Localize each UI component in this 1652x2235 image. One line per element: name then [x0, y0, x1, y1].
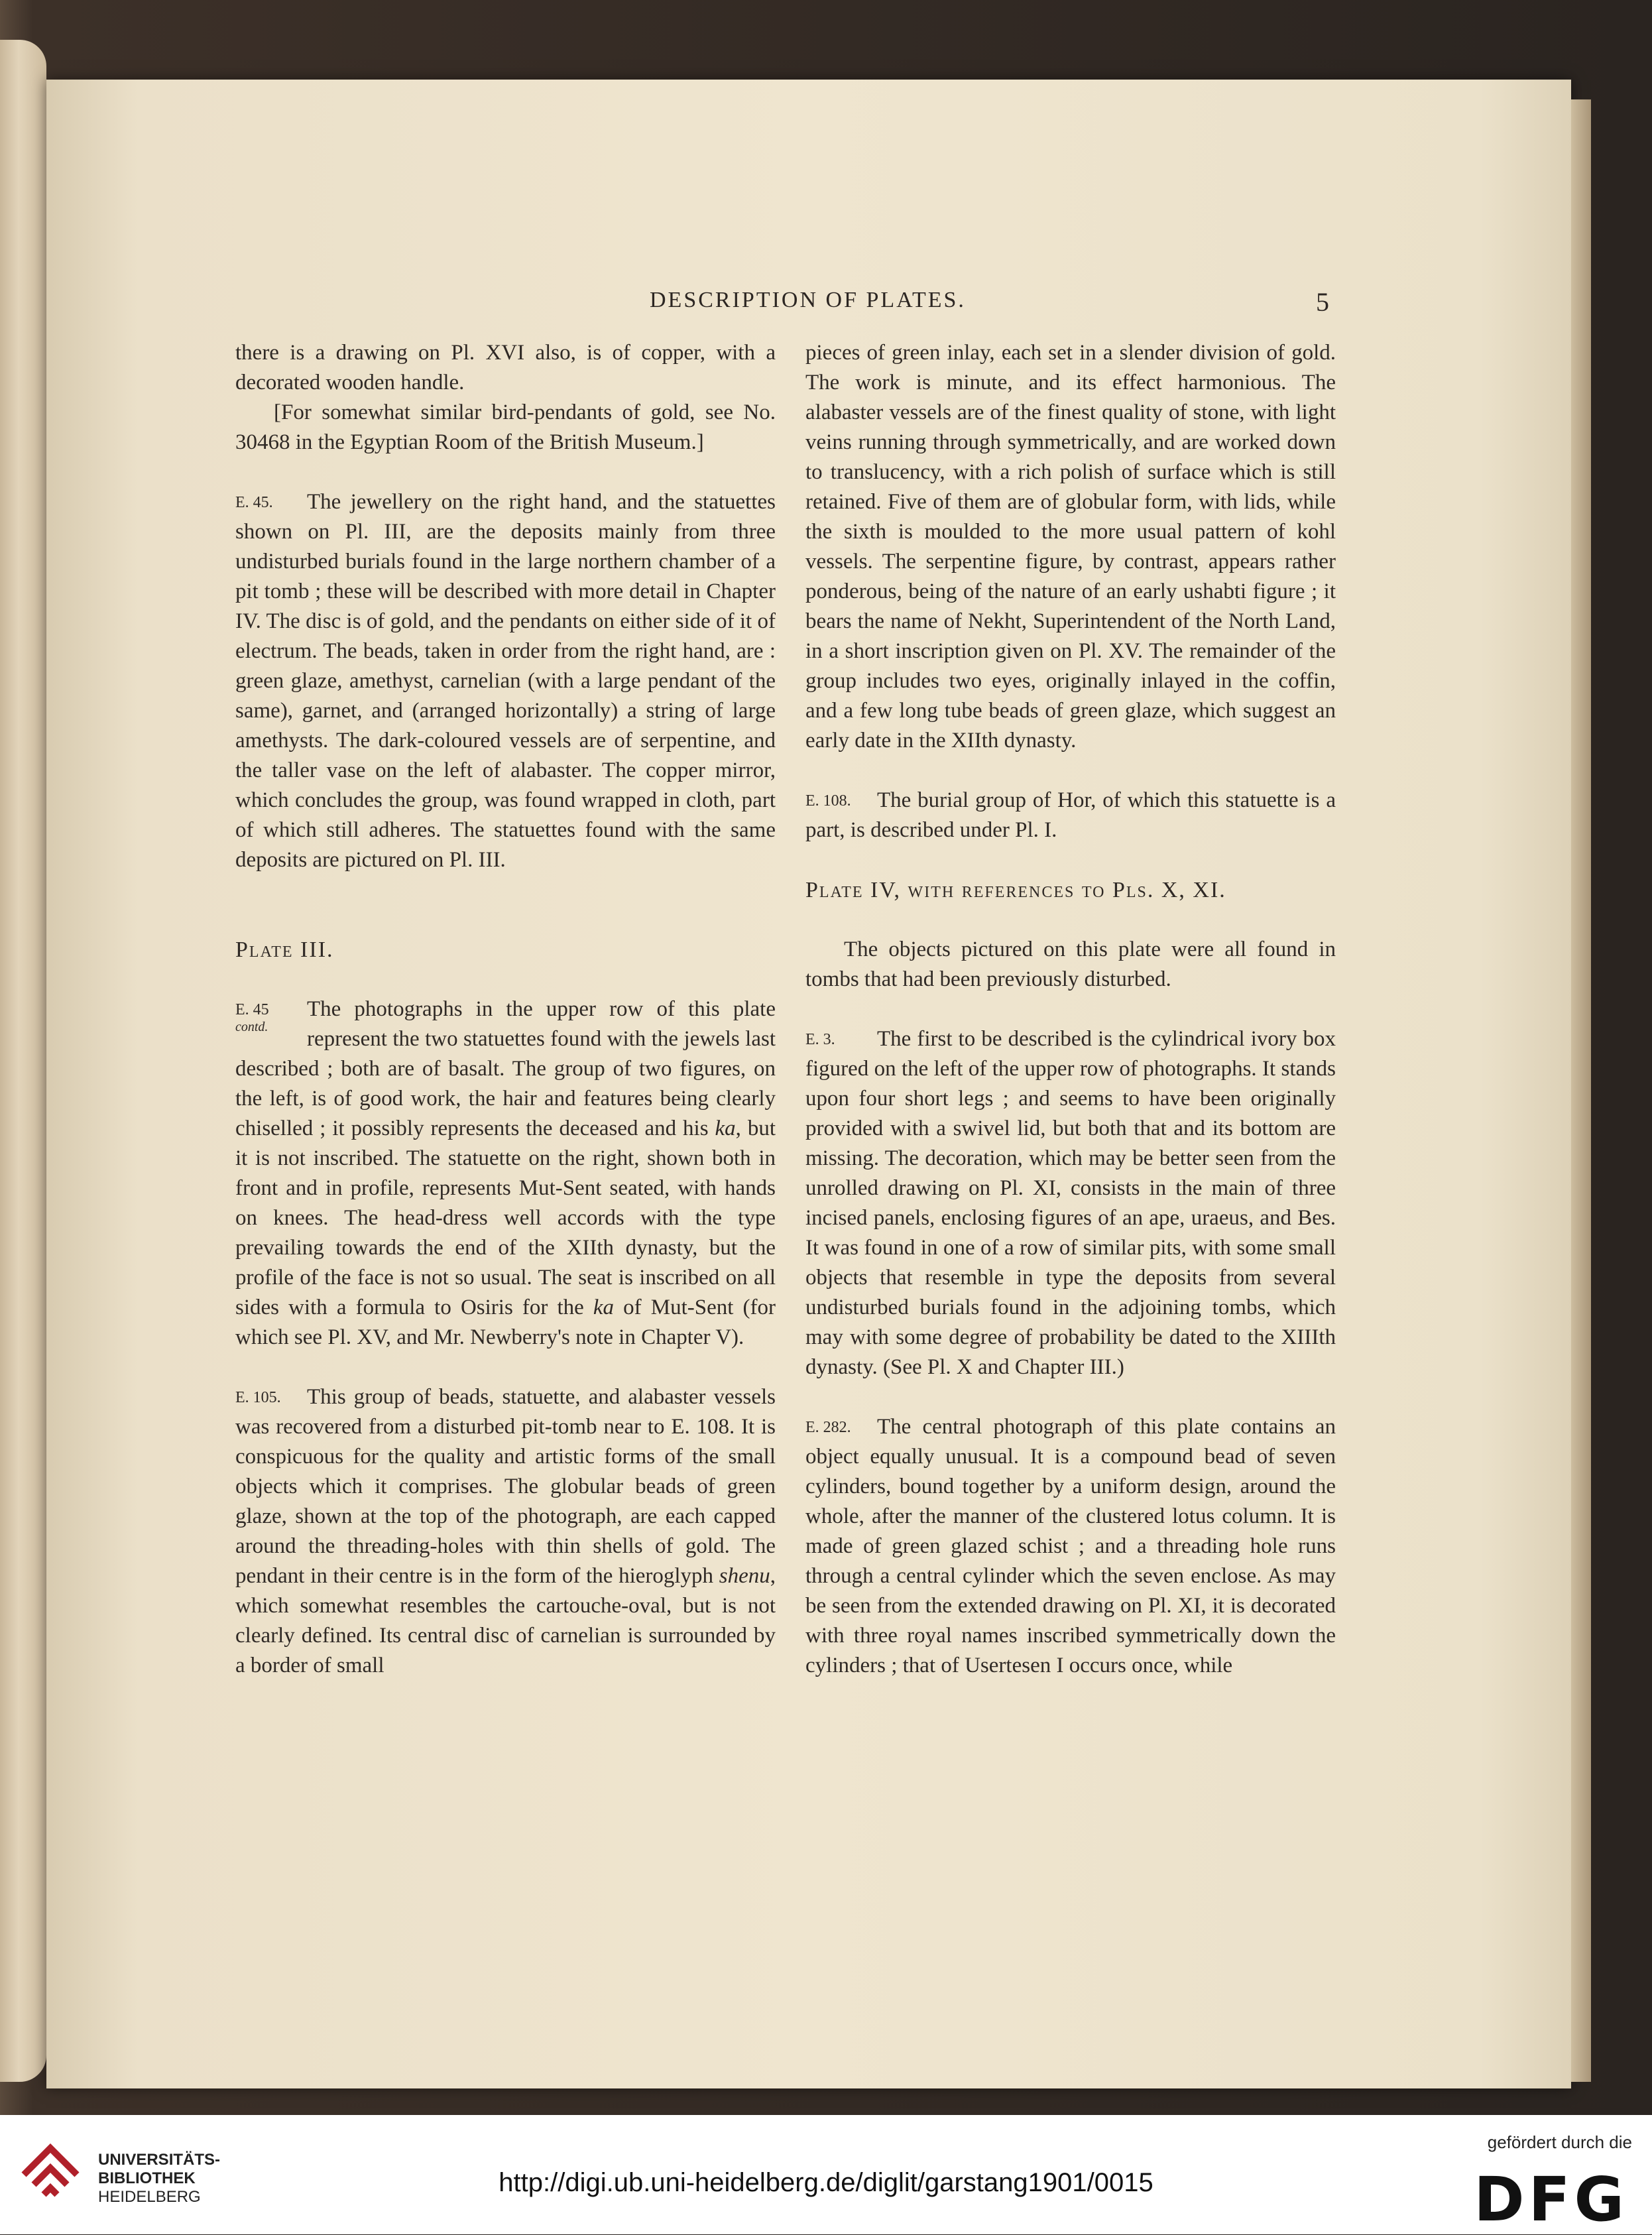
paragraph-text: This group of beads, statuette, and alabaster vessels was recovered from a disturbed pit-tomb near to E. 108. It is conspicuous for the quality and artistic forms of the small objects which it comprises. The globular beads of green glaze, shown at the top of the photograph, are each capped around the threading-holes with thin shells of gold. The pendant in their centre is in the form of the hieroglyph — [235, 1385, 776, 1588]
footer-bar — [0, 2115, 1652, 2234]
spacer — [235, 875, 776, 935]
left-column — [235, 338, 776, 1681]
margin-note: E. 3. — [805, 1031, 835, 1048]
paragraph-text: , which somewhat resembles the cartouche-oval, but is not clearly defined. Its central disc of carnelian is surrounded by a border of small — [235, 1564, 776, 1677]
right-column — [805, 338, 1336, 1681]
paragraph: The objects pictured on this plate were all found in tombs that had been previously disturbed. — [805, 937, 1336, 991]
spacer — [235, 1353, 776, 1382]
section-heading: Plate III. — [235, 937, 334, 962]
paragraph: there is a drawing on Pl. XVI also, is of copper, with a decorated wooden handle. — [235, 341, 776, 394]
running-title: DESCRIPTION OF PLATES. — [650, 288, 966, 312]
spacer — [805, 845, 1336, 875]
margin-note-ref: E. 45 — [235, 1001, 269, 1018]
spacer — [235, 457, 776, 487]
paragraph — [805, 786, 1336, 845]
margin-note-contd: contd. — [235, 1020, 268, 1034]
paragraph — [805, 1024, 1336, 1382]
library-name-line: HEIDELBERG — [98, 2188, 201, 2206]
margin-note: E. 105. — [235, 1389, 281, 1406]
funding-label: gefördert durch die — [1487, 2132, 1632, 2152]
library-name-line: UNIVERSITÄTS- — [98, 2151, 221, 2169]
section-heading: Plate IV, with references to Pls. X, XI. — [805, 878, 1226, 902]
dfg-logo: DFG — [1474, 2164, 1628, 2235]
paragraph-text: The photographs in the upper row of this plate represent the two statuettes found with the jewels last described ; both are of basalt. The group of two figures, on the left, is of good work, the hair and features being clearly chiselled ; it possibly represents the deceased and his — [235, 997, 776, 1140]
paragraph-text: of Mut-Sent (for which see Pl. XV, and Mr. Newberry's note in Chapter V). — [235, 1296, 776, 1349]
paragraph: [For somewhat similar bird-pendants of gold, see No. 30468 in the Egyptian Room of the British Museum.] — [235, 400, 776, 454]
library-name-line: BIBLIOTHEK — [98, 2169, 196, 2187]
spacer — [805, 1382, 1336, 1412]
paragraph — [805, 1412, 1336, 1681]
paragraph-text: The jewellery on the right hand, and the statuettes shown on Pl. III, are the deposits mainly from three undisturbed burials found in the large northern chamber of a pit tomb ; these will be described with more detail in Chapter IV. The disc is of gold, and the pendants on either side of it of electrum. The beads, taken in order from the right hand, are : green glaze, amethyst, carnelian (with a large pendant of the same), garnet, and (arranged horizontally) a string of large amethysts. The dark-coloured vessels are of serpentine, and the taller vase on the left of alabaster. The copper mirror, which concludes the group, was found wrapped in cloth, part of which still adheres. The statuettes found with the same deposits are pictured on Pl. III. — [235, 490, 776, 872]
source-url-link[interactable]: http://digi.ub.uni-heidelberg.de/diglit/garstang1901/0015 — [499, 2168, 1153, 2197]
italic-term: ka — [715, 1117, 736, 1140]
margin-note: E. 45. — [235, 494, 273, 511]
margin-note: E. 108. — [805, 792, 851, 810]
paragraph-text: , but it is not inscribed. The statuette on the right, shown both in front and in profile, represents Mut-Sent seated, with hands on knees. The head-dress well accords with the type prevailing towards the end of the XIIth dynasty, but the profile of the face is not so usual. The seat is inscribed on all sides with a formula to Osiris for the — [235, 1117, 776, 1319]
italic-term: ka — [593, 1296, 615, 1319]
paragraph — [235, 487, 776, 875]
page-stack-edge — [1571, 99, 1591, 2082]
paragraph: pieces of green inlay, each set in a slender division of gold. The work is minute, and its effect harmonious. The alabaster vessels are of the finest quality of stone, with light veins running through symmetrically, and are worked down to translucency, with a rich polish of surface which is still retained. Five of them are of globular form, with lids, while the sixth is moulded to the more usual pattern of kohl vessels. The serpentine figure, by contrast, appears rather ponderous, being of the nature of an early ushabti figure ; it bears the name of Nekht, Superintendent of the North Land, in a short inscription given on Pl. XV. The remainder of the group includes two eyes, originally inlayed in the coffin, and a few long tube beads of green glaze, which suggest an early date in the XIIth dynasty. — [805, 341, 1336, 753]
paragraph — [235, 1382, 776, 1681]
paragraph-text: The central photograph of this plate contains an object equally unusual. It is a compound bead of seven cylinders, bound together by a uniform design, around the whole, after the manner of the clustered lotus column. It is made of green glazed schist ; and a threading hole runs through a central cylinder which the seven enclose. As may be seen from the extended drawing on Pl. XI, it is decorated with three royal names inscribed symmetrically down the cylinders ; that of Usertesen I occurs once, while — [805, 1415, 1336, 1677]
page-number: 5 — [1316, 287, 1329, 317]
italic-term: shenu — [719, 1564, 770, 1588]
spacer — [805, 905, 1336, 935]
margin-note — [235, 1001, 290, 1036]
paragraph-text: The burial group of Hor, of which this statuette is a part, is described under Pl. I. — [805, 788, 1336, 842]
paragraph — [235, 995, 776, 1353]
spacer — [235, 965, 776, 995]
facing-page-edge — [0, 40, 46, 2082]
spacer — [805, 756, 1336, 786]
margin-note: E. 282. — [805, 1419, 851, 1436]
paragraph-text: The first to be described is the cylindrical ivory box figured on the left of the upper row of photographs. It stands upon four short legs ; and seems to have been originally provided with a swivel lid, but both that and its bottom are missing. The decoration, which may be better seen from the unrolled drawing on Pl. XI, consists in the main of three incised panels, enclosing figures of an ape, uraeus, and Bes. It was found in one of a row of similar pits, with some small objects that resemble in type the deposits from several undisturbed burials found in the adjoining tombs, which may with some degree of probability be dated to the XIIIth dynasty. (See Pl. X and Chapter III.) — [805, 1027, 1336, 1379]
spacer — [805, 995, 1336, 1024]
